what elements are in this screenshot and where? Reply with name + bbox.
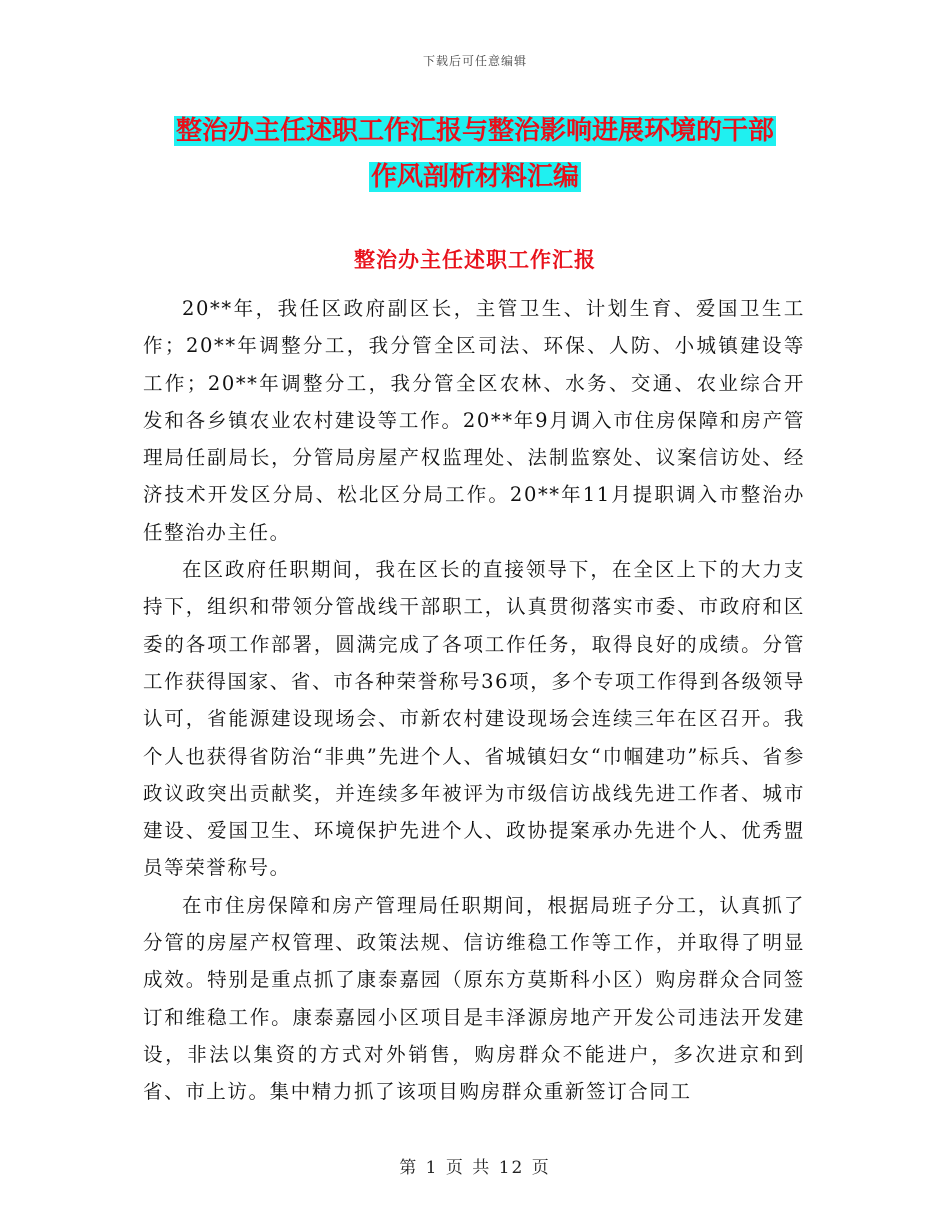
header-note: 下载后可任意编辑 — [422, 54, 527, 68]
paragraph-2: 在区政府任职期间，我在区长的直接领导下，在全区上下的大力支持下，组织和带领分管战线干部职工，认真贯彻落实市委、市政府和区委的各项工作部署，圆满完成了各项工作任务，取得良好的成绩。分管工作获得国家、省、市各种荣誉称号36项，多个专项工作得到各级领导认可，省能源建设现场会、市新农村建设现场会连续三年在区召开。我个人也获得省防治“非典”先进个人、省城镇妇女“巾帼建功”标兵、省参政议政突出贡献奖，并连续多年被评为市级信访战线先进工作者、城市建设、爱国卫生、环境保护先进个人、政协提案承办先进个人、优秀盟员等荣誉称号。 — [143, 558, 805, 880]
document-title — [0, 108, 950, 200]
document-title-line-2: 作风剖析材料汇编 — [370, 162, 579, 192]
body-text — [143, 290, 805, 1111]
paragraph-3: 在市住房保障和房产管理局任职期间，根据局班子分工，认真抓了分管的房屋产权管理、政策法规、信访维稳工作等工作，并取得了明显成效。特别是重点抓了康泰嘉园（原东方莫斯科小区）购房群众合同签订和维稳工作。康泰嘉园小区项目是丰泽源房地产开发公司违法开发建设，非法以集资的方式对外销售，购房群众不能进户，多次进京和到省、市上访。集中精力抓了该项目购房群众重新签订合同工 — [143, 893, 805, 1104]
document-title-line-1: 整治办主任述职工作汇报与整治影响进展环境的干部 — [175, 116, 774, 146]
page-footer: 第 1 页 共 12 页 — [399, 1158, 551, 1178]
section-title: 整治办主任述职工作汇报 — [354, 247, 596, 272]
paragraph-1: 20**年，我任区政府副区长，主管卫生、计划生育、爱国卫生工作；20**年调整分工，我分管全区司法、环保、人防、小城镇建设等工作；20**年调整分工，我分管全区农林、水务、交通、农业综合开发和各乡镇农业农村建设等工作。20**年9月调入市住房保障和房产管理局任副局长，分管局房屋产权监理处、法制监察处、议案信访处、经济技术开发区分局、松北区分局工作。20**年11月提职调入市整治办任整治办主任。 — [143, 297, 805, 544]
